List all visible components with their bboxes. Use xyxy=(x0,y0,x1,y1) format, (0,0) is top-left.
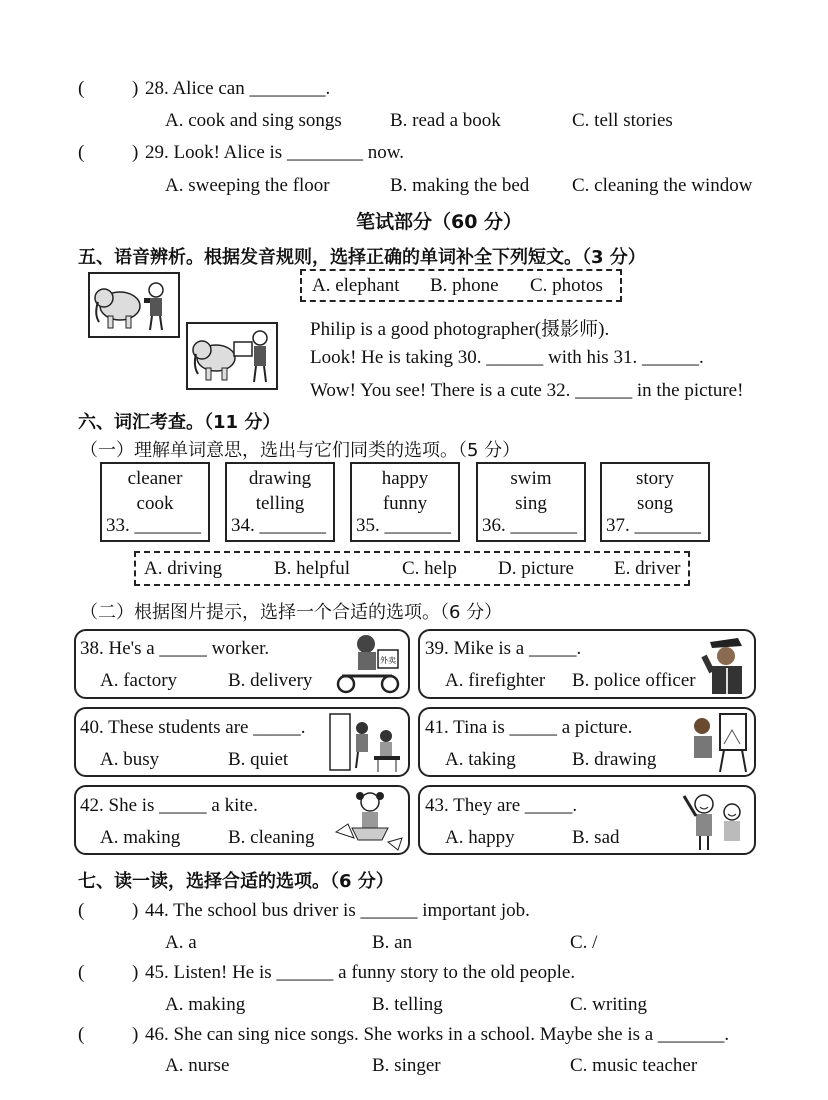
q46-stem: 46. She can sing nice songs. She works in a school. Maybe she is a _______. xyxy=(145,1024,730,1045)
passage-line-2: Look! He is taking 30. ______ with his 31. ______. xyxy=(310,347,704,368)
q29-stem: 29. Look! Alice is ________ now. xyxy=(145,142,404,163)
word-group-word: swim xyxy=(510,468,552,489)
happy-kids-picture xyxy=(680,788,752,852)
answer-paren-open: ( xyxy=(78,900,85,921)
section6-part1-title: （一）理解单词意思，选出与它们同类的选项。（5 分） xyxy=(80,440,521,461)
word-group-answer: 36. _______ xyxy=(482,515,577,536)
q38-stem: 38. He's a _____ worker. xyxy=(80,638,270,659)
phonics-option-c: C. photos xyxy=(530,275,603,296)
answer-paren-close: ) xyxy=(132,900,139,921)
word-group-word: story xyxy=(636,468,674,489)
q45-option-c: C. writing xyxy=(570,994,648,1015)
q29-option-b: B. making the bed xyxy=(390,175,530,196)
q41-option-a: A. taking xyxy=(445,749,516,770)
elephant-photo-picture-2 xyxy=(186,322,278,390)
word-choice-e: E. driver xyxy=(614,558,681,579)
q39-option-a: A. firefighter xyxy=(445,670,546,691)
q46-option-b: B. singer xyxy=(372,1055,441,1076)
section6-part2-title: （二）根据图片提示，选择一个合适的选项。（6 分） xyxy=(80,602,503,623)
q44-option-a: A. a xyxy=(165,932,197,953)
q44-option-c: C. / xyxy=(570,932,598,953)
word-group-33 xyxy=(100,462,210,542)
word-choice-a: A. driving xyxy=(144,558,223,579)
q45-option-b: B. telling xyxy=(372,994,443,1015)
q38-option-b: B. delivery xyxy=(228,670,313,691)
q41-stem: 41. Tina is _____ a picture. xyxy=(425,717,633,738)
busy-students-picture xyxy=(328,710,406,774)
q46-option-c: C. music teacher xyxy=(570,1055,698,1076)
passage-line-3: Wow! You see! There is a cute 32. ______ in the picture! xyxy=(310,380,744,401)
girl-drawing-picture xyxy=(684,710,752,774)
word-group-word: song xyxy=(637,493,673,514)
section6-title: 六、词汇考查。（11 分） xyxy=(78,412,281,433)
q40-stem: 40. These students are _____. xyxy=(80,717,306,738)
passage-line-1: Philip is a good photographer(摄影师). xyxy=(310,319,610,340)
phonics-option-a: A. elephant xyxy=(312,275,400,296)
word-group-35 xyxy=(350,462,460,542)
q40-option-a: A. busy xyxy=(100,749,160,770)
q42-option-b: B. cleaning xyxy=(228,827,315,848)
word-group-word: funny xyxy=(382,493,428,514)
q41-option-b: B. drawing xyxy=(572,749,657,770)
elephant-photo-illustration xyxy=(188,324,276,388)
word-group-word: happy xyxy=(381,468,429,489)
word-group-word: sing xyxy=(515,493,547,514)
q43-option-a: A. happy xyxy=(445,827,515,848)
q39-stem: 39. Mike is a _____. xyxy=(425,638,582,659)
word-group-word: cleaner xyxy=(127,468,183,489)
word-choice-b: B. helpful xyxy=(274,558,350,579)
word-choice-d: D. picture xyxy=(498,558,574,579)
answer-paren-close: ) xyxy=(132,142,139,163)
word-group-word: cook xyxy=(136,493,174,514)
word-group-answer: 37. _______ xyxy=(606,515,701,536)
answer-paren-close: ) xyxy=(132,1024,139,1045)
q39-option-b: B. police officer xyxy=(572,670,696,691)
q44-option-b: B. an xyxy=(372,932,413,953)
q38-option-a: A. factory xyxy=(100,670,178,691)
q28-option-c: C. tell stories xyxy=(572,110,673,131)
q29-option-a: A. sweeping the floor xyxy=(165,175,330,196)
word-choice-c: C. help xyxy=(402,558,457,579)
word-group-answer: 34. _______ xyxy=(231,515,326,536)
phonics-option-b: B. phone xyxy=(430,275,499,296)
elephant-photo-picture-1 xyxy=(88,272,180,338)
delivery-box-sign: 外卖 xyxy=(380,656,396,665)
q42-option-a: A. making xyxy=(100,827,181,848)
q42-stem: 42. She is _____ a kite. xyxy=(80,795,258,816)
answer-paren-open: ( xyxy=(78,1024,85,1045)
q44-stem: 44. The school bus driver is ______ important job. xyxy=(145,900,530,921)
q43-stem: 43. They are _____. xyxy=(425,795,578,816)
word-group-answer: 33. _______ xyxy=(106,515,201,536)
word-group-answer: 35. _______ xyxy=(356,515,451,536)
section5-title: 五、语音辨析。根据发音规则，选择正确的单词补全下列短文。（3 分） xyxy=(78,247,646,268)
word-group-word: drawing xyxy=(248,468,312,489)
q29-option-c: C. cleaning the window xyxy=(572,175,753,196)
q28-stem: 28. Alice can ________. xyxy=(145,78,331,99)
q46-option-a: A. nurse xyxy=(165,1055,230,1076)
q40-option-b: B. quiet xyxy=(228,749,289,770)
answer-paren-open: ( xyxy=(78,962,85,983)
section7-title: 七、读一读，选择合适的选项。（6 分） xyxy=(78,871,394,892)
delivery-rider-picture xyxy=(332,632,406,696)
q28-option-b: B. read a book xyxy=(390,110,501,131)
word-group-34 xyxy=(225,462,335,542)
answer-paren-open: ( xyxy=(78,78,85,99)
q28-option-a: A. cook and sing songs xyxy=(165,110,342,131)
answer-paren-close: ) xyxy=(132,962,139,983)
answer-paren-close: ) xyxy=(132,78,139,99)
police-officer-picture xyxy=(698,632,754,696)
answer-paren-open: ( xyxy=(78,142,85,163)
elephant-boy-illustration xyxy=(90,274,178,336)
q43-option-b: B. sad xyxy=(572,827,620,848)
girl-making-kite-picture xyxy=(332,788,406,852)
q45-stem: 45. Listen! He is ______ a funny story to the old people. xyxy=(145,962,576,983)
written-part-title: 笔试部分（60 分） xyxy=(356,211,523,233)
word-group-36 xyxy=(476,462,586,542)
word-group-37 xyxy=(600,462,710,542)
word-group-word: telling xyxy=(255,493,305,514)
q45-option-a: A. making xyxy=(165,994,246,1015)
